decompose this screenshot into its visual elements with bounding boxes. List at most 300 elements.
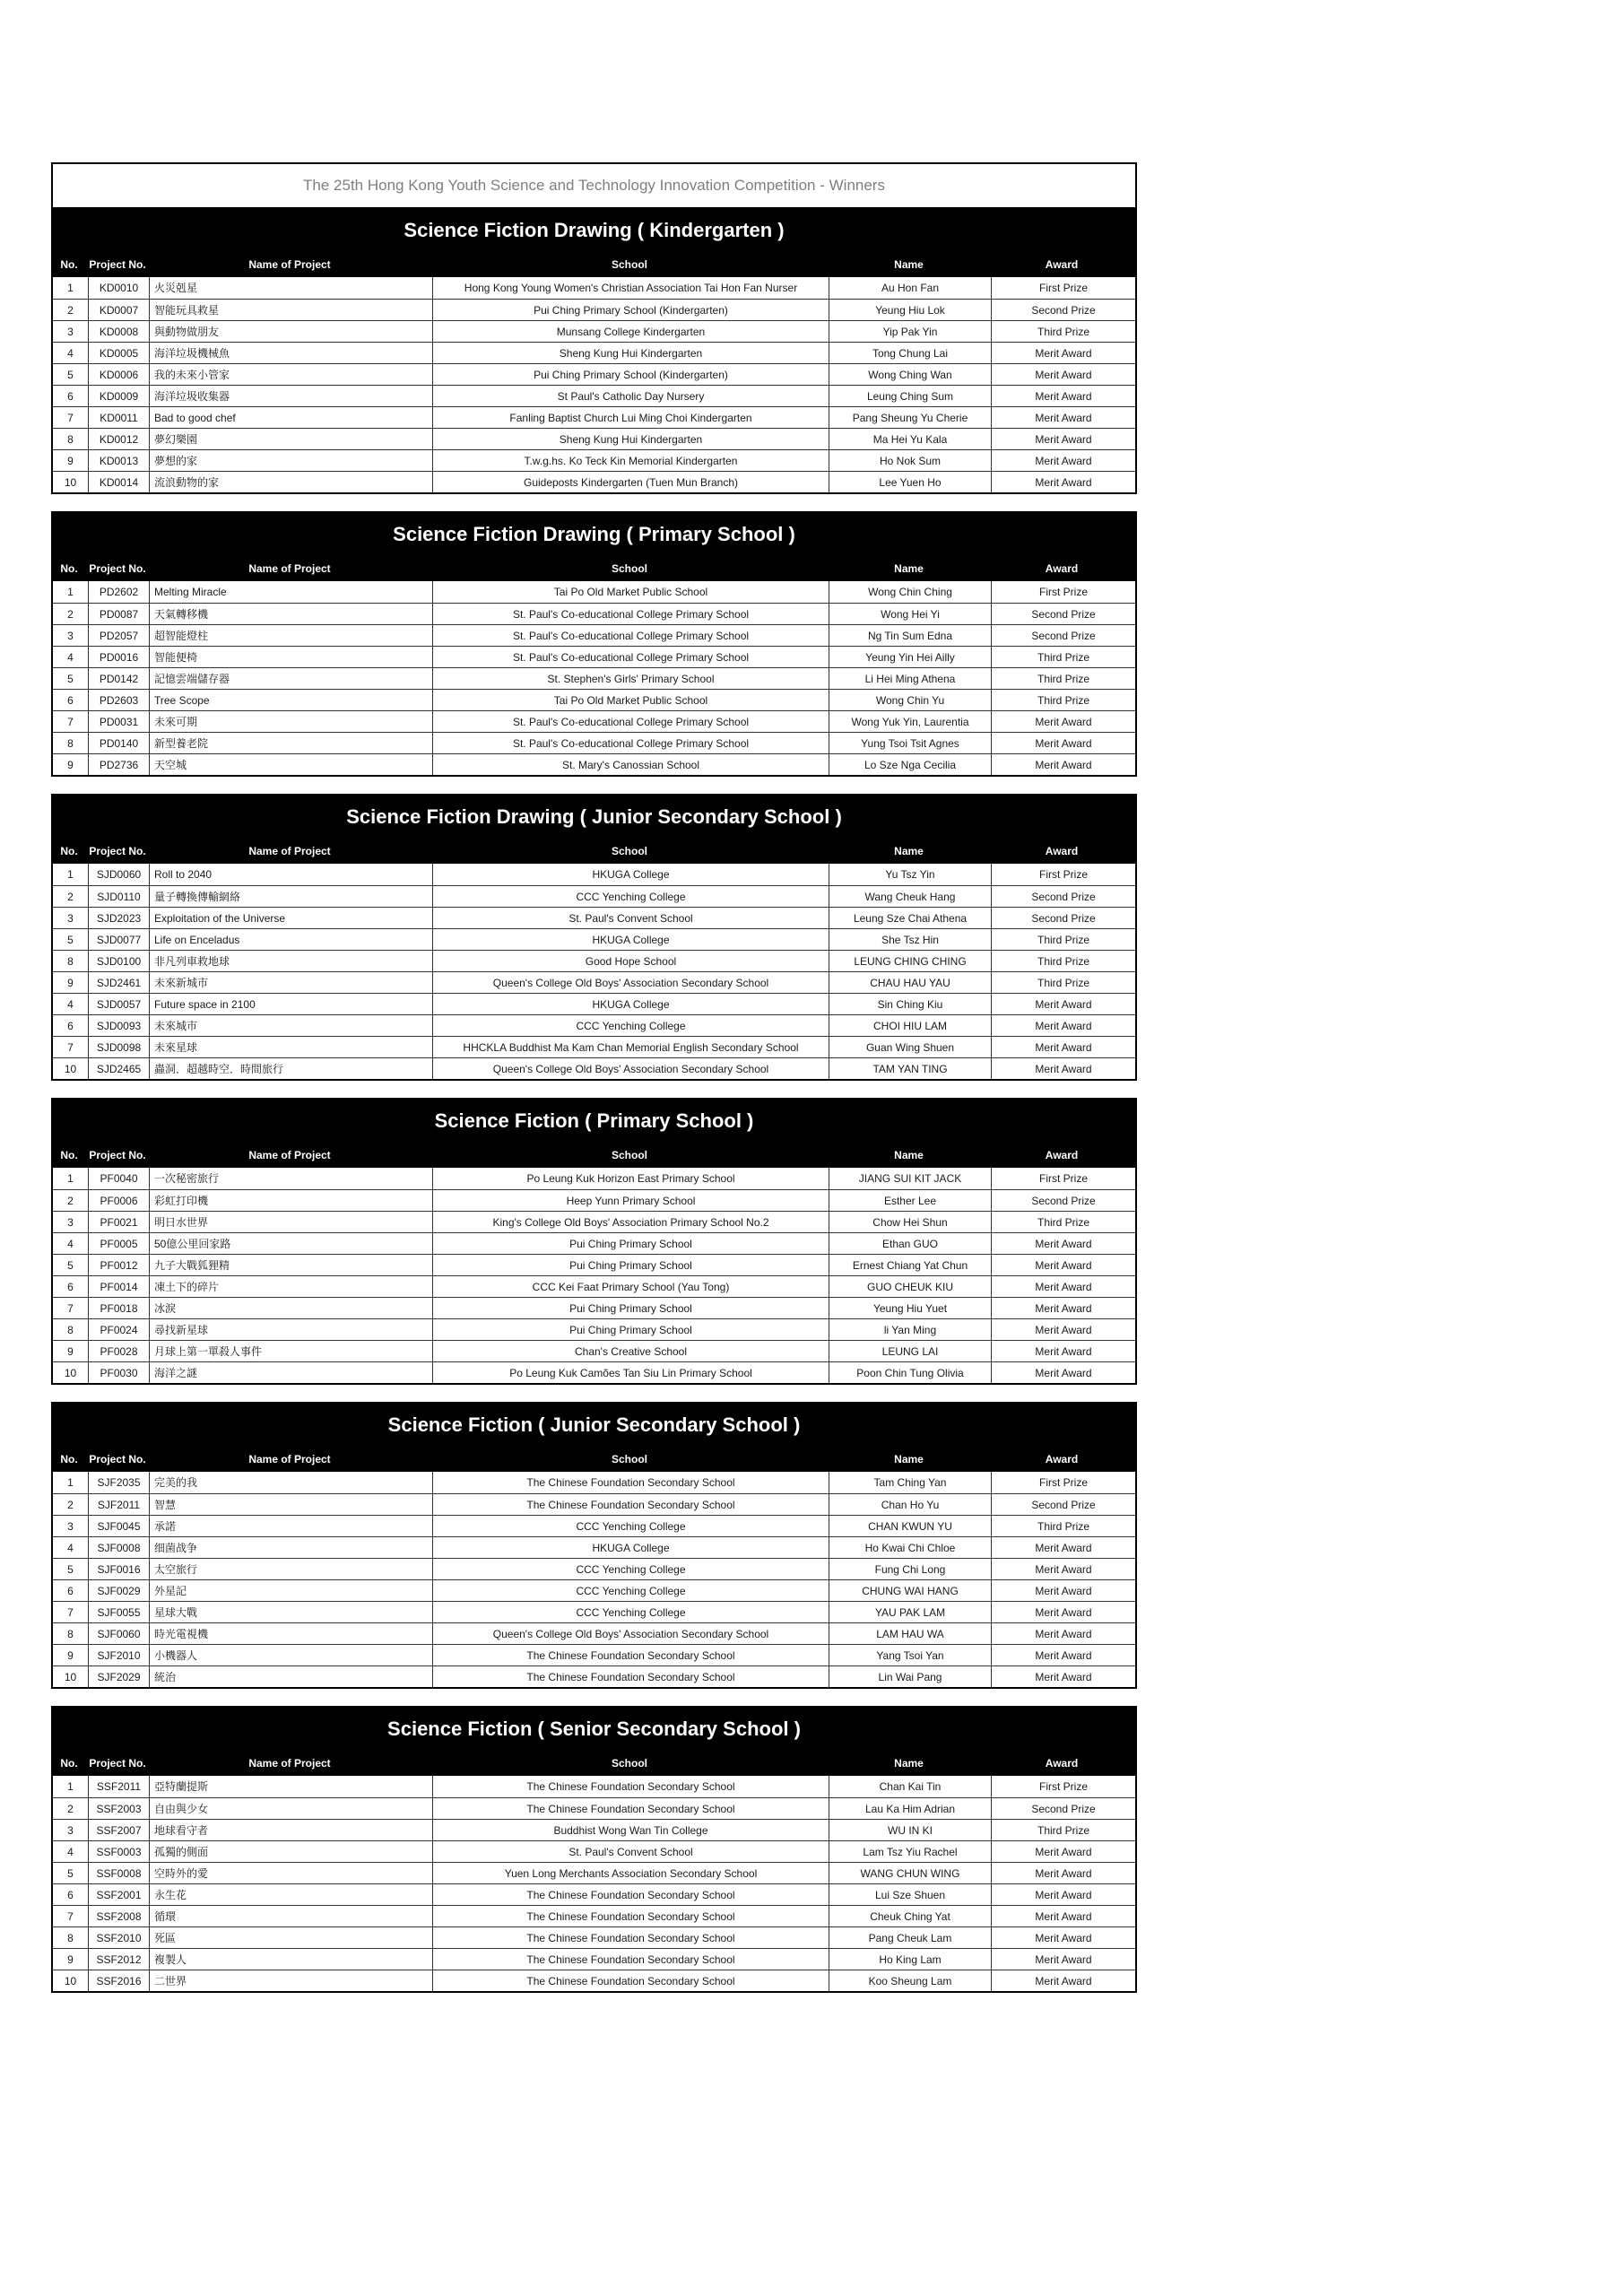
cell-name: CHAN KWUN YU — [829, 1516, 992, 1536]
cell-award: Merit Award — [1035, 1344, 1092, 1358]
section-title: Science Fiction ( Senior Secondary School ) — [51, 1706, 1137, 1751]
cell-project: 與動物做朋友 — [150, 321, 433, 342]
cell-school: Tai Po Old Market Public School — [433, 690, 829, 710]
cell-project: 死區 — [150, 1927, 433, 1948]
cell-award: Merit Award — [1035, 1301, 1092, 1315]
cell-name: Guan Wing Shuen — [829, 1037, 992, 1057]
cell-award: Merit Award — [1035, 1366, 1092, 1379]
cell-project_no: KD0010 — [89, 277, 150, 299]
cell-name: She Tsz Hin — [829, 929, 992, 950]
cell-project_no: SJD2465 — [89, 1058, 150, 1079]
column-header-project: Name of Project — [248, 845, 331, 857]
cell-name: Yung Tsoi Tsit Agnes — [829, 733, 992, 753]
cell-award: Third Prize — [1037, 325, 1089, 338]
cell-award: Merit Award — [1035, 454, 1092, 467]
cell-no: 4 — [53, 1841, 89, 1862]
cell-award: Third Prize — [1037, 933, 1089, 946]
table-row — [53, 1776, 1135, 1797]
table-row — [53, 406, 1135, 428]
cell-name: Lee Yuen Ho — [829, 472, 992, 492]
cell-project_no: PF0021 — [89, 1212, 150, 1232]
cell-no: 9 — [53, 450, 89, 471]
cell-no: 7 — [53, 1037, 89, 1057]
cell-school: HKUGA College — [433, 864, 829, 885]
cell-project: 九子大戰狐狸精 — [150, 1255, 433, 1275]
cell-school: The Chinese Foundation Secondary School — [433, 1472, 829, 1493]
cell-school: Good Hope School — [433, 951, 829, 971]
cell-school: Queen's College Old Boys' Association Secondary School — [433, 972, 829, 993]
table-row — [53, 864, 1135, 885]
cell-school: Pui Ching Primary School (Kindergarten) — [433, 300, 829, 320]
cell-school: Pui Ching Primary School — [433, 1255, 829, 1275]
cell-name: Au Hon Fan — [829, 277, 992, 299]
cell-no: 8 — [53, 1319, 89, 1340]
column-header-award: Award — [1045, 845, 1079, 857]
cell-award: Merit Award — [1035, 1258, 1092, 1272]
cell-school: Hong Kong Young Women's Christian Association Tai Hon Fan Nurser — [433, 277, 829, 299]
table-row — [53, 971, 1135, 993]
cell-project: 明日水世界 — [150, 1212, 433, 1232]
cell-project_no: PF0005 — [89, 1233, 150, 1254]
column-header-name: Name — [894, 1453, 924, 1465]
cell-award: Third Prize — [1037, 954, 1089, 968]
cell-project: 未來星球 — [150, 1037, 433, 1057]
cell-school: Guideposts Kindergarten (Tuen Mun Branch) — [433, 472, 829, 492]
section-title: Science Fiction Drawing ( Primary School ) — [51, 511, 1137, 556]
cell-project_no: SSF2016 — [89, 1970, 150, 1991]
cell-no: 9 — [53, 1949, 89, 1970]
cell-project_no: SJF2035 — [89, 1472, 150, 1493]
cell-name: Pang Sheung Yu Cherie — [829, 407, 992, 428]
cell-name: Yu Tsz Yin — [829, 864, 992, 885]
table-row — [53, 1905, 1135, 1926]
table-row — [53, 1340, 1135, 1361]
cell-school: The Chinese Foundation Secondary School — [433, 1906, 829, 1926]
column-header-project_no: Project No. — [89, 562, 146, 575]
cell-name: Lo Sze Nga Cecilia — [829, 754, 992, 775]
cell-school: CCC Yenching College — [433, 1015, 829, 1036]
cell-school: Pui Ching Primary School — [433, 1233, 829, 1254]
cell-project: 承諾 — [150, 1516, 433, 1536]
cell-project_no: SJD0100 — [89, 951, 150, 971]
cell-award: Third Prize — [1037, 976, 1089, 989]
cell-name: Yang Tsoi Yan — [829, 1645, 992, 1665]
table-row — [53, 471, 1135, 492]
cell-no: 8 — [53, 1927, 89, 1948]
cell-no: 5 — [53, 364, 89, 385]
cell-school: Pui Ching Primary School — [433, 1298, 829, 1318]
cell-school: HKUGA College — [433, 929, 829, 950]
cell-school: T.w.g.hs. Ko Teck Kin Memorial Kindergarten — [433, 450, 829, 471]
cell-award: Merit Award — [1035, 1562, 1092, 1576]
cell-name: Ethan GUO — [829, 1233, 992, 1254]
cell-school: Chan's Creative School — [433, 1341, 829, 1361]
cell-award: Merit Award — [1035, 1062, 1092, 1075]
cell-project_no: PD0140 — [89, 733, 150, 753]
table-row — [53, 1189, 1135, 1211]
table-row — [53, 428, 1135, 449]
cell-name: Ho Nok Sum — [829, 450, 992, 471]
table-row — [53, 732, 1135, 753]
cell-school: St. Paul's Co-educational College Primary School — [433, 647, 829, 667]
cell-project: Melting Miracle — [150, 581, 433, 603]
cell-award: Third Prize — [1037, 1823, 1089, 1837]
cell-no: 6 — [53, 1015, 89, 1036]
cell-project_no: PD2603 — [89, 690, 150, 710]
cell-project_no: SJF2010 — [89, 1645, 150, 1665]
table-row — [53, 1840, 1135, 1862]
cell-project: 新型養老院 — [150, 733, 433, 753]
cell-no: 7 — [53, 1906, 89, 1926]
cell-award: Second Prize — [1031, 629, 1096, 642]
cell-school: Tai Po Old Market Public School — [433, 581, 829, 603]
cell-project_no: SJD0057 — [89, 994, 150, 1014]
cell-project: Exploitation of the Universe — [150, 908, 433, 928]
table-row — [53, 1579, 1135, 1601]
cell-award: Merit Award — [1035, 1648, 1092, 1662]
cell-name: Ng Tin Sum Edna — [829, 625, 992, 646]
cell-name: CHOI HIU LAM — [829, 1015, 992, 1036]
cell-project_no: SSF2001 — [89, 1884, 150, 1905]
winners-table-section — [51, 1402, 1137, 1689]
cell-project_no: PF0006 — [89, 1190, 150, 1211]
column-header-school: School — [611, 562, 647, 575]
table-row — [53, 667, 1135, 689]
cell-project: 記憶雲端儲存器 — [150, 668, 433, 689]
cell-school: Queen's College Old Boys' Association Secondary School — [433, 1623, 829, 1644]
cell-project: 海洋垃圾收集器 — [150, 386, 433, 406]
cell-name: JIANG SUI KIT JACK — [829, 1168, 992, 1189]
cell-name: Ma Hei Yu Kala — [829, 429, 992, 449]
table-row — [53, 385, 1135, 406]
cell-name: LEUNG LAI — [829, 1341, 992, 1361]
cell-name: Chow Hei Shun — [829, 1212, 992, 1232]
cell-award: First Prize — [1039, 1780, 1088, 1793]
column-header-school: School — [611, 1453, 647, 1465]
cell-project_no: SJF0055 — [89, 1602, 150, 1622]
column-header-row — [51, 252, 1137, 277]
cell-project: 未來可期 — [150, 711, 433, 732]
table-row — [53, 753, 1135, 775]
cell-award: First Prize — [1039, 868, 1088, 881]
cell-project: Tree Scope — [150, 690, 433, 710]
cell-no: 5 — [53, 1863, 89, 1883]
column-header-project: Name of Project — [248, 258, 331, 271]
cell-project_no: PF0040 — [89, 1168, 150, 1189]
column-header-no: No. — [60, 845, 78, 857]
cell-award: Merit Award — [1035, 1605, 1092, 1619]
table-row — [53, 710, 1135, 732]
cell-name: Wong Yuk Yin, Laurentia — [829, 711, 992, 732]
cell-name: Wong Hei Yi — [829, 604, 992, 624]
cell-name: WU IN KI — [829, 1820, 992, 1840]
table-row — [53, 1057, 1135, 1079]
cell-award: Second Prize — [1031, 1498, 1096, 1511]
cell-project: 夢想的家 — [150, 450, 433, 471]
cell-name: Ho Kwai Chi Chloe — [829, 1537, 992, 1558]
cell-name: LAM HAU WA — [829, 1623, 992, 1644]
column-header-school: School — [611, 845, 647, 857]
cell-project_no: PD0087 — [89, 604, 150, 624]
cell-project_no: SJD0093 — [89, 1015, 150, 1036]
cell-school: Sheng Kung Hui Kindergarten — [433, 343, 829, 363]
cell-project_no: SJF2011 — [89, 1494, 150, 1515]
cell-award: Merit Award — [1035, 1040, 1092, 1054]
cell-project_no: PD0016 — [89, 647, 150, 667]
cell-name: Sin Ching Kiu — [829, 994, 992, 1014]
cell-project_no: KD0013 — [89, 450, 150, 471]
cell-name: Chan Ho Yu — [829, 1494, 992, 1515]
table-row — [53, 1862, 1135, 1883]
cell-no: 5 — [53, 1559, 89, 1579]
cell-award: Merit Award — [1035, 1931, 1092, 1944]
cell-name: CHUNG WAI HANG — [829, 1580, 992, 1601]
cell-name: TAM YAN TING — [829, 1058, 992, 1079]
cell-project: 二世界 — [150, 1970, 433, 1991]
cell-name: Leung Ching Sum — [829, 386, 992, 406]
table-row — [53, 342, 1135, 363]
cell-award: Merit Award — [1035, 1845, 1092, 1858]
cell-school: CCC Yenching College — [433, 1580, 829, 1601]
cell-project: 天氣轉移機 — [150, 604, 433, 624]
cell-project: 我的未來小管家 — [150, 364, 433, 385]
cell-name: Koo Sheung Lam — [829, 1970, 992, 1991]
table-row — [53, 581, 1135, 603]
cell-name: Li Hei Ming Athena — [829, 668, 992, 689]
column-header-name: Name — [894, 1757, 924, 1770]
cell-award: Merit Award — [1035, 1541, 1092, 1554]
cell-award: Merit Award — [1035, 1974, 1092, 1987]
cell-no: 9 — [53, 1341, 89, 1361]
cell-award: Merit Award — [1035, 475, 1092, 489]
cell-award: Third Prize — [1037, 1215, 1089, 1229]
cell-project_no: KD0012 — [89, 429, 150, 449]
cell-no: 8 — [53, 429, 89, 449]
cell-project: Bad to good chef — [150, 407, 433, 428]
cell-project: 凍土下的碎片 — [150, 1276, 433, 1297]
cell-name: Ernest Chiang Yat Chun — [829, 1255, 992, 1275]
cell-project: 非凡列車救地球 — [150, 951, 433, 971]
cell-project_no: SSF2007 — [89, 1820, 150, 1840]
cell-project_no: KD0014 — [89, 472, 150, 492]
cell-project: 孤獨的側面 — [150, 1841, 433, 1862]
cell-award: Second Prize — [1031, 303, 1096, 317]
cell-name: Cheuk Ching Yat — [829, 1906, 992, 1926]
cell-project: 完美的我 — [150, 1472, 433, 1493]
section-title: Science Fiction Drawing ( Kindergarten ) — [51, 207, 1137, 252]
cell-award: Merit Award — [1035, 1909, 1092, 1923]
cell-project_no: KD0005 — [89, 343, 150, 363]
cell-project: 蟲洞．超越時空．時間旅行 — [150, 1058, 433, 1079]
cell-school: The Chinese Foundation Secondary School — [433, 1776, 829, 1797]
cell-project_no: PF0018 — [89, 1298, 150, 1318]
cell-award: Merit Award — [1035, 736, 1092, 750]
cell-name: LEUNG CHING CHING — [829, 951, 992, 971]
cell-project: 未來城市 — [150, 1015, 433, 1036]
cell-name: Pang Cheuk Lam — [829, 1927, 992, 1948]
cell-no: 1 — [53, 864, 89, 885]
cell-name: Leung Sze Chai Athena — [829, 908, 992, 928]
table-row — [53, 603, 1135, 624]
cell-project_no: SSF2008 — [89, 1906, 150, 1926]
cell-project: 流浪動物的家 — [150, 472, 433, 492]
table-row — [53, 1014, 1135, 1036]
section-title: Science Fiction ( Primary School ) — [51, 1098, 1137, 1143]
cell-project_no: SJF2029 — [89, 1666, 150, 1687]
cell-award: First Prize — [1039, 282, 1088, 294]
column-header-row — [51, 1143, 1137, 1168]
cell-name: Ho King Lam — [829, 1949, 992, 1970]
cell-project: Future space in 2100 — [150, 994, 433, 1014]
cell-award: Merit Award — [1035, 411, 1092, 424]
cell-school: CCC Kei Faat Primary School (Yau Tong) — [433, 1276, 829, 1297]
cell-no: 5 — [53, 929, 89, 950]
column-header-row — [51, 839, 1137, 864]
cell-no: 2 — [53, 300, 89, 320]
cell-name: Tong Chung Lai — [829, 343, 992, 363]
cell-school: The Chinese Foundation Secondary School — [433, 1970, 829, 1991]
cell-project_no: PD2057 — [89, 625, 150, 646]
cell-project: 天空城 — [150, 754, 433, 775]
cell-no: 9 — [53, 1645, 89, 1665]
cell-school: The Chinese Foundation Secondary School — [433, 1798, 829, 1819]
cell-name: Tam Ching Yan — [829, 1472, 992, 1493]
cell-school: Po Leung Kuk Horizon East Primary School — [433, 1168, 829, 1189]
cell-name: Chan Kai Tin — [829, 1776, 992, 1797]
table-row — [53, 907, 1135, 928]
cell-award: Merit Award — [1035, 389, 1092, 403]
column-header-project_no: Project No. — [89, 845, 146, 857]
cell-award: Merit Award — [1035, 1952, 1092, 1966]
table-row — [53, 363, 1135, 385]
cell-project: 月球上第一單殺人事件 — [150, 1341, 433, 1361]
cell-school: Buddhist Wong Wan Tin College — [433, 1820, 829, 1840]
cell-project: 循環 — [150, 1906, 433, 1926]
cell-name: CHAU HAU YAU — [829, 972, 992, 993]
cell-project_no: SSF2012 — [89, 1949, 150, 1970]
cell-project_no: KD0011 — [89, 407, 150, 428]
cell-no: 4 — [53, 1233, 89, 1254]
cell-no: 6 — [53, 690, 89, 710]
cell-name: Yeung Hiu Yuet — [829, 1298, 992, 1318]
cell-project: 星球大戰 — [150, 1602, 433, 1622]
table-row — [53, 1536, 1135, 1558]
cell-project: 亞特蘭提斯 — [150, 1776, 433, 1797]
cell-project: 智能玩具救星 — [150, 300, 433, 320]
cell-no: 4 — [53, 994, 89, 1014]
cell-school: Heep Yunn Primary School — [433, 1190, 829, 1211]
column-header-project: Name of Project — [248, 1453, 331, 1465]
cell-no: 7 — [53, 407, 89, 428]
cell-no: 7 — [53, 1298, 89, 1318]
cell-no: 8 — [53, 951, 89, 971]
cell-project: 量子轉換傳輸網絡 — [150, 886, 433, 907]
cell-no: 4 — [53, 647, 89, 667]
cell-name: YAU PAK LAM — [829, 1602, 992, 1622]
cell-no: 10 — [53, 472, 89, 492]
table-row — [53, 1558, 1135, 1579]
cell-name: Yeung Yin Hei Ailly — [829, 647, 992, 667]
table-row — [53, 1797, 1135, 1819]
table-row — [53, 1493, 1135, 1515]
cell-school: Sheng Kung Hui Kindergarten — [433, 429, 829, 449]
cell-no: 8 — [53, 733, 89, 753]
section-title: Science Fiction Drawing ( Junior Secondary School ) — [51, 794, 1137, 839]
cell-project: 冰淚 — [150, 1298, 433, 1318]
table-row — [53, 885, 1135, 907]
cell-project_no: SJF0008 — [89, 1537, 150, 1558]
column-header-name: Name — [894, 1149, 924, 1161]
cell-school: St Paul's Catholic Day Nursery — [433, 386, 829, 406]
sections-container — [51, 207, 1137, 1993]
cell-no: 1 — [53, 581, 89, 603]
cell-project: 细菌战争 — [150, 1537, 433, 1558]
cell-project_no: SSF2010 — [89, 1927, 150, 1948]
cell-name: Esther Lee — [829, 1190, 992, 1211]
cell-project_no: SJD2461 — [89, 972, 150, 993]
cell-name: Wong Chin Ching — [829, 581, 992, 603]
cell-project_no: PD0031 — [89, 711, 150, 732]
cell-no: 2 — [53, 1798, 89, 1819]
cell-award: Second Prize — [1031, 607, 1096, 621]
cell-project: 未來新城市 — [150, 972, 433, 993]
cell-no: 1 — [53, 277, 89, 299]
winners-table-section — [51, 794, 1137, 1081]
section-title: Science Fiction ( Junior Secondary School ) — [51, 1402, 1137, 1447]
cell-award: Merit Award — [1035, 1280, 1092, 1293]
cell-school: CCC Yenching College — [433, 1602, 829, 1622]
cell-award: Second Prize — [1031, 1802, 1096, 1815]
cell-award: First Prize — [1039, 1476, 1088, 1489]
column-header-project: Name of Project — [248, 562, 331, 575]
column-header-school: School — [611, 1149, 647, 1161]
table-row — [53, 1665, 1135, 1687]
cell-project_no: SJD0077 — [89, 929, 150, 950]
cell-award: Merit Award — [1035, 758, 1092, 771]
cell-award: Merit Award — [1035, 715, 1092, 728]
table-row — [53, 449, 1135, 471]
cell-project: 一次秘密旅行 — [150, 1168, 433, 1189]
cell-school: The Chinese Foundation Secondary School — [433, 1494, 829, 1515]
cell-name: Lau Ka Him Adrian — [829, 1798, 992, 1819]
cell-award: Second Prize — [1031, 1194, 1096, 1207]
cell-school: King's College Old Boys' Association Primary School No.2 — [433, 1212, 829, 1232]
cell-school: St. Mary's Canossian School — [433, 754, 829, 775]
cell-no: 6 — [53, 1884, 89, 1905]
cell-school: HHCKLA Buddhist Ma Kam Chan Memorial English Secondary School — [433, 1037, 829, 1057]
cell-award: Third Prize — [1037, 650, 1089, 664]
cell-project: 火災剋星 — [150, 277, 433, 299]
cell-project_no: PD2736 — [89, 754, 150, 775]
cell-project_no: SSF0008 — [89, 1863, 150, 1883]
cell-name: Yeung Hiu Lok — [829, 300, 992, 320]
table-row — [53, 320, 1135, 342]
winners-table-section — [51, 1098, 1137, 1385]
column-header-award: Award — [1045, 258, 1079, 271]
cell-project: 外星記 — [150, 1580, 433, 1601]
winners-table-section — [51, 511, 1137, 777]
cell-school: Fanling Baptist Church Lui Ming Choi Kindergarten — [433, 407, 829, 428]
column-header-no: No. — [60, 1453, 78, 1465]
cell-school: CCC Yenching College — [433, 1559, 829, 1579]
cell-name: Lin Wai Pang — [829, 1666, 992, 1687]
cell-project_no: PD2602 — [89, 581, 150, 603]
column-header-project: Name of Project — [248, 1149, 331, 1161]
cell-school: The Chinese Foundation Secondary School — [433, 1884, 829, 1905]
cell-school: Yuen Long Merchants Association Secondary School — [433, 1863, 829, 1883]
table-row — [53, 1948, 1135, 1970]
table-row — [53, 1168, 1135, 1189]
